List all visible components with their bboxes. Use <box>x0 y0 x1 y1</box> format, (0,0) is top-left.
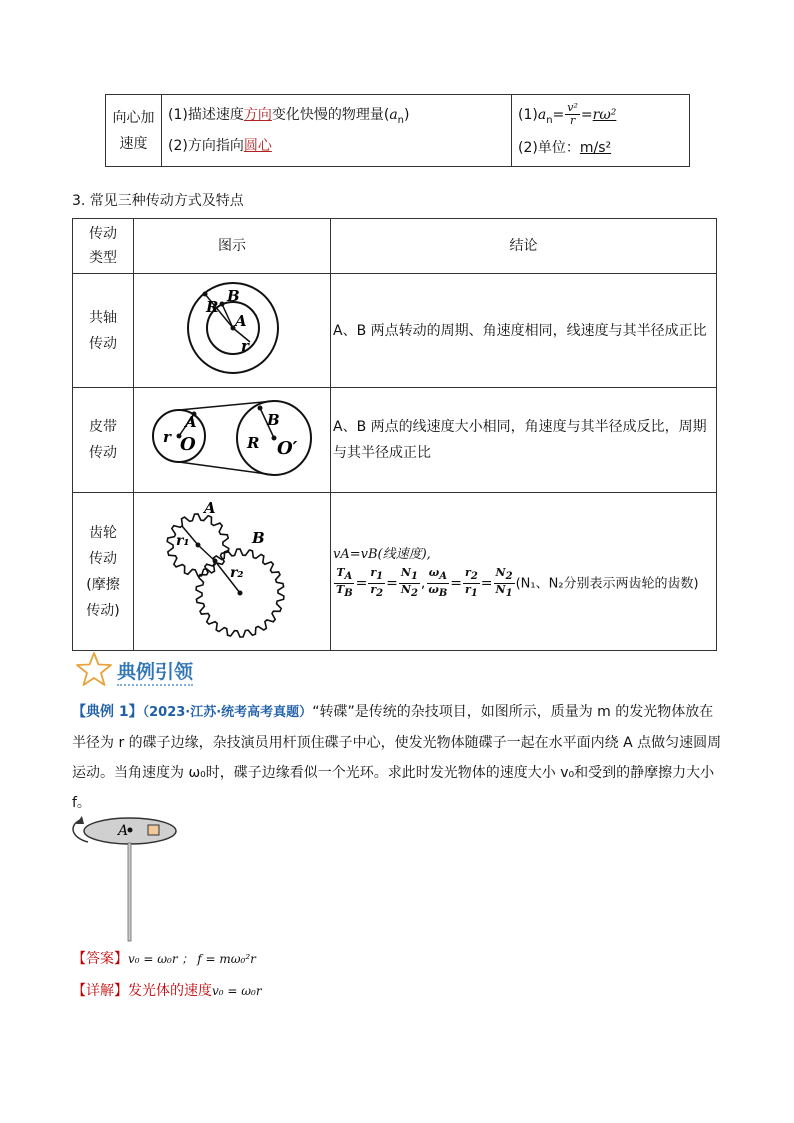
header-conclusion: 结论 <box>331 219 717 274</box>
example-1 <box>72 697 722 818</box>
svg-text:B: B <box>252 529 265 547</box>
svg-text:r₂: r₂ <box>230 565 244 581</box>
star-icon <box>74 650 114 688</box>
spinning-plate-figure <box>66 810 186 945</box>
detail-tag: 【详解】 <box>72 983 128 999</box>
detail <box>72 980 262 1000</box>
belt-diagram <box>134 388 330 483</box>
glowing-object <box>148 825 159 835</box>
unit-line: (2)单位：m/s² <box>518 140 612 157</box>
formula-line: $(1)a_n=$ $\frac{\text{v²}}{r}$ =rω² <box>518 101 617 128</box>
examples-heading-text: 典例引领 <box>117 661 194 683</box>
pole <box>128 843 131 941</box>
label-B: B <box>227 287 240 305</box>
svg-text:R: R <box>247 434 260 452</box>
fraction-v2-r: $\frac{\text{v²}}{r}$ <box>567 101 578 128</box>
belt-bottom <box>179 462 274 475</box>
detail-content: v₀ = ω₀r <box>212 984 262 998</box>
centripetal-acceleration-table <box>105 94 690 167</box>
examples-heading <box>74 650 204 690</box>
label-R: R <box>206 298 219 316</box>
svg-text:r₁: r₁ <box>176 533 190 549</box>
description-line-2: (2)方向指向圆心 <box>168 138 272 155</box>
type-gear: 齿轮传动(摩擦传动) <box>73 493 134 651</box>
answer <box>72 948 256 968</box>
svg-text:O′: O′ <box>277 438 298 459</box>
example-source: （2023·江苏·统考高考真题） <box>142 705 313 720</box>
section-title: 3. 常见三种传动方式及特点 <box>72 193 244 209</box>
figure-coaxial <box>134 274 331 388</box>
formula-cell <box>512 95 690 167</box>
answer-content: v₀ = ω₀r ； f = mω₀²r <box>128 952 256 966</box>
label-A: A <box>235 312 247 330</box>
figure-gear <box>134 493 331 651</box>
header-type: 传动类型 <box>73 219 134 274</box>
conclusion-gear <box>331 493 717 651</box>
gear-line-1: vA=vB(线速度), <box>333 546 431 562</box>
detail-label: 发光体的速度 <box>128 983 212 999</box>
type-coaxial: 共轴传动 <box>73 274 134 388</box>
row-name: 向心加速度 <box>112 109 155 152</box>
example-text: “转碟”是传统的杂技项目，如图所示，质量为 m 的发光物体放在半径为 r 的碟子边缘，杂技演员用杆顶住碟子中心，使发光物体随碟子一起在水平面内绕 A 点做匀速圆周运动。当角速度为 ω₀时，碟子边缘看似一个光环。求此时发光物体的速度大小 v₀和受到的静摩擦力大小 f。 <box>72 704 722 811</box>
description-line-1: (1)描述速度方向变化快慢的物理量$(a_n)$ <box>168 106 410 126</box>
coaxial-diagram <box>134 274 330 378</box>
type-belt: 皮带传动 <box>73 388 134 493</box>
svg-text:A: A <box>185 413 197 431</box>
conclusion-belt: A、B 两点的线速度大小相同，角速度与其半径成反比，周期与其半径成正比 <box>331 388 717 493</box>
conclusion-coaxial: A、B 两点转动的周期、角速度相同，线速度与其半径成正比 <box>331 274 717 388</box>
svg-text:A: A <box>204 499 216 517</box>
header-figure: 图示 <box>134 219 331 274</box>
label-r: r <box>241 337 249 355</box>
transmission-table <box>72 218 717 651</box>
gear-diagram <box>134 493 330 641</box>
svg-text:B: B <box>267 411 280 429</box>
answer-tag: 【答案】 <box>72 951 128 967</box>
example-tag: 【典例 1】 <box>72 704 143 720</box>
gear-formula-line: $\frac{T_A}{T_B}$ = $\frac{r_1}{r_2}$ = $\frac{N_1}{N_2}$ , $\frac{\omega_A}{\omega_B}$ = $\frac{r_2}{r_1}$ = $\frac{N_2}{N_1}$ (N₁、N₂分别表示两齿轮的齿数) <box>336 565 699 600</box>
label-A: A <box>118 823 129 839</box>
figure-belt <box>134 388 331 493</box>
description-cell <box>162 95 512 167</box>
svg-text:O: O <box>180 434 196 455</box>
row-name-cell <box>106 95 162 167</box>
svg-text:r: r <box>163 428 171 446</box>
